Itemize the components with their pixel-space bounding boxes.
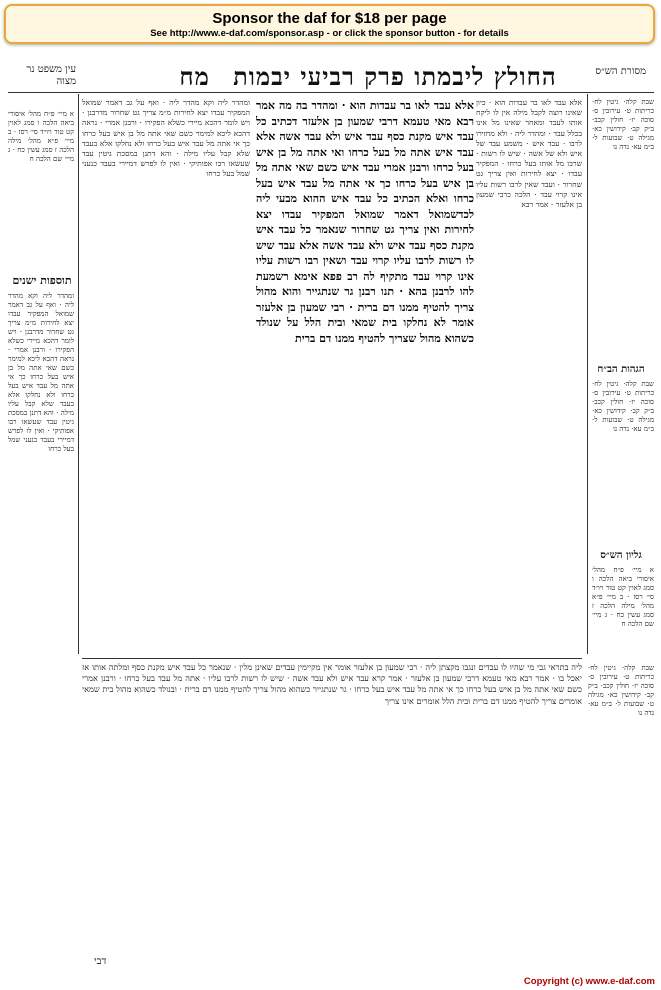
gemara-text: אלא עבד לאו בר עבדות הוא · ומהדר בה מה אמר רבא מאי טעמא דרבי שמעון בן אלעזר דכתיב כל עבד איש מקנת כסף עבד איש ולא עבד אשה אלא עבד איש אתה מל בעל כרחו ואי אתה מל בן איש בעל כרחו ורבנן אמרי עבד איש כשם שאי אתה מל בן איש בעל כרחו כך אי אתה מל עבד איש בעל כרחו ואלא הכתיב כל עבד איש ההוא מבעי ליה לכדשמואל דאמר שמואל המפקיר עבדו יצא לחירות ואין צריך גט שחרור שנאמר כל עבד איש מקנת כסף עבד איש ולא עבד אשה אלא עבד שיש לו רשות לרבו עליו קרוי עבד ושאין רבו רשות עליו אינו קרוי עבד מתקיף לה רב פפא אימא רשמעת להו לרבנן בהא · תנו רבנן גר שנתגייר והוא מהול צריך להטיף ממנו דם ברית · רבי שמעון בן אלעזר אומר לא נחלקו בית שמאי ובית הלל על שנולד כשהוא מהול שצריך להטיף ממנו דם ברית [256,99,474,345]
daf-number: מח [179,62,210,91]
hagahot-habach-text: שבת קלה· גיטין לח· כריתות ט· עירובין ס· סוכה יז· חולין קכב· ב״ק קב· קידושין כא· מגילה ט· שבועות ל· ב״מ עא· נדה נו [592,380,654,433]
tosafot-column: ומהדר ליה וקא מהדר ליה · ואף על גב דאמר שמואל המפקיר עבדו יצא לחירות מ״מ צריך גט שחרור מדרבנן · ויש לומר דהכא מיירי כשלא הפקירו · ורבנן אמרי · נראה דהכא ליכא למימר כשם שאי אתה מל בן איש בעל כרחו כך אי אתה מל עבד איש בעל כרחו ולא נחלקו אלא בעבד שלא קבל עליו מילה · והא דתנן במסכת גיטין עבד שעשאו רבו אפותיקי · ואין לו לפרש דמיירי בעבד כנעני שמל בעל כרחו [82,98,250,179]
margin-rule-right [587,94,588,654]
rashi-column: אלא עבד לאו בר עבדות הוא · כיון שאינו רוצה לקבל מילה אין לו ליקח אותו לעבד ומאחר שאינו מל אינו בכלל עבד · ומהדר ליה · ולא מחזירו לרבו · עבד איש · משמע עבד של איש ולא של אשה · שיש לו רשות · שרבו מל אותו בעל כרחו · המפקיר עבדו · יצא לחירות ואין צריך גט שחרור · ועבד שאין לרבו רשות עליו אינו קרוי עבד · הלכה כרבי שמעון בן אלעזר · אמר רבא [476,98,582,210]
talmud-page [8,52,654,974]
banner-subtitle[interactable]: See http://www.e-daf.com/sponsor.asp - or click the sponsor button - for details [150,28,509,39]
tosafot-yeshanim-text: ומהדר ליה וקא מהדר ליה · ואף על גב דאמר שמואל המפקיר עבדו יצא לחירות מ״מ צריך גט שחרור מדרבנן · ויש לומר דהכא מיירי כשלא הפקירו · ורבנן אמרי · נראה דהכא ליכא למימר כשם שאי אתה מל בן איש בעל כרחו כך אי אתה מל עבד איש בעל כרחו ולא נחלקו אלא בעבד שלא קבל עליו מילה · והא דתנן במסכת גיטין עבד שעשאו רבו אפותיקי · ואין לו לפרש דמיירי בעבד כנעני שמל בעל כרחו [8,292,74,453]
copyright-link[interactable]: Copyright (c) www.e-daf.com [523,976,655,987]
leaf-marker: דבי [94,956,107,967]
mesoret-column: שבת קלה· גיטין לח· כריתות ט· עירובין ס· סוכה יז· חולין קכב· ב״ק קב· קידושין כא· מגילה ט· שבועות ל· ב״מ עא· נדה נו [592,98,654,151]
ein-mishpat-label: עין משפט נר מצוה [26,64,76,87]
tosafot-yeshanim-title: תוספות ישנים [12,274,72,287]
footer-commentary: ליה בתראי גבי מי שהיו לו עבדים ונגבו מקצתן ליה · רבי שמעון בן אלעזר אומר אין מקיימין עבדים שאינן מלין · שנאמר כל עבד איש מקנת כסף ומלתה אותו אז יאכל בו · אמר רבא מאי טעמא דרבי שמעון בן אלעזר · אמר קרא עבד איש ולא עבד אשה · שיש לו רשות לרבו עליו · אתה מל עבד בעל כרחו · ורבנן אמרי כשם שאי אתה מל בן איש בעל כרחו כך אי אתה מל עבד איש בעל כרחו · גר שנתגייר כשהוא מהול צריך להטיף ממנו דם ברית · ובנולד כשהוא מהול בית שמאי אומרים צריך להטיף ממנו דם ברית ובית הלל אומרים אינו צריך [82,662,582,706]
banner-title[interactable]: Sponsor the daf for $18 per page [212,10,447,27]
footer-side-note: שבת קלה· גיטין לח· כריתות ט· עירובין ס· סוכה יז· חולין קכב· ב״ק קב· קידושין כא· מגילה ט· שבועות ל· ב״מ עא· נדה נו [588,664,654,717]
footer-rule [82,658,582,659]
header-rule [8,92,654,93]
margin-rule-left [78,94,79,654]
mesoret-hashas-label: מסורת הש״ס [595,66,646,77]
ein-mishpat-column: א מיי׳ פ״ח מהל׳ איסורי ביאה הלכה ו סמג לאוין קט טור ויו״ד סי׳ רסז · ב מיי׳ פ״א מהל׳ מילה הלכה ז סמג עשין כח · ג מיי׳ שם הלכה ח [8,110,74,163]
page-header [158,62,578,92]
gilyon-hashas-title: גליון הש״ס [600,550,642,561]
gilyon-hashas-text: א מיי׳ פ״ח מהל׳ איסורי ביאה הלכה ו סמג לאוין קט טור ויו״ד סי׳ רסז · ב מיי׳ פ״א מהל׳ מילה הלכה ז סמג עשין כח · ג מיי׳ שם הלכה ח [592,566,654,628]
hagahot-habach-title: הגהות הב״ח [597,364,645,375]
tractate-header: החולץ ליבמתו פרק רביעי יבמות [233,62,557,91]
sponsor-banner[interactable] [4,4,655,44]
